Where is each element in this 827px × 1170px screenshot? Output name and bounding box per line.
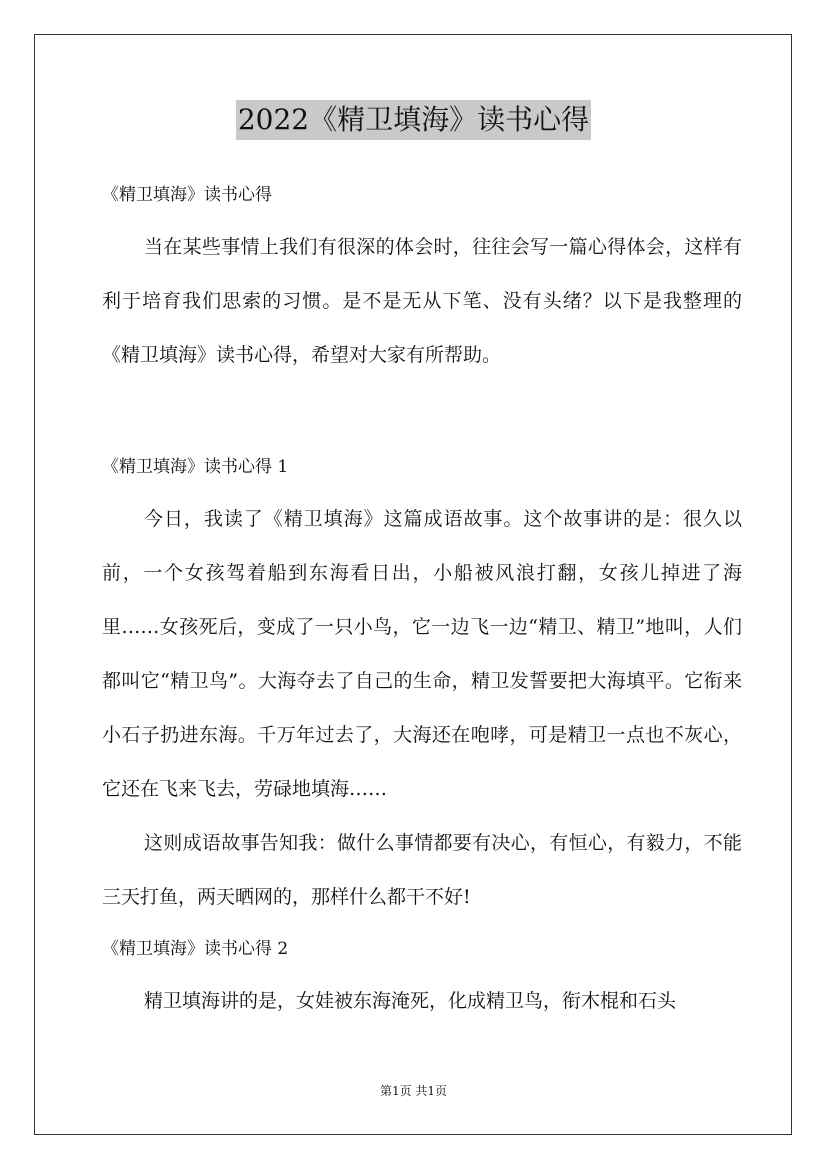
document-body [102,170,742,1028]
title-area [0,100,827,140]
document-title: 2022《精卫填海》读书心得 [236,100,591,140]
section-2-heading: 《精卫填海》读书心得 2 [102,939,289,959]
page-number: 第1页 共1页 [379,1084,448,1098]
section-1-heading: 《精卫填海》读书心得 1 [102,457,289,477]
section-1-paragraph-1: 今日，我读了《精卫填海》这篇成语故事。这个故事讲的是：很久以前，一个女孩驾着船到东海看日出，小船被风浪打翻，女孩儿掉进了海里……女孩死后，变成了一只小鸟，它一边飞一边“精卫、精卫”地叫，人们都叫它“精卫鸟”。大海夺去了自己的生命，精卫发誓要把大海填平。它衔来小石子扔进东海。千万年过去了，大海还在咆哮，可是精卫一点也不灰心，它还在飞来飞去，劳碌地填海…… [102,508,742,800]
intro-paragraph: 当在某些事情上我们有很深的体会时，往往会写一篇心得体会，这样有利于培育我们思索的习惯。是不是无从下笔、没有头绪？以下是我整理的《精卫填海》读书心得，希望对大家有所帮助。 [102,236,742,366]
section-1-paragraph-2: 这则成语故事告知我：做什么事情都要有决心，有恒心，有毅力，不能三天打鱼，两天晒网的，那样什么都干不好! [102,832,742,908]
section-2-paragraph-1: 精卫填海讲的是，女娃被东海淹死，化成精卫鸟，衔木棍和石头 [144,990,677,1012]
section-gap [102,382,742,442]
intro-heading: 《精卫填海》读书心得 [102,185,272,205]
